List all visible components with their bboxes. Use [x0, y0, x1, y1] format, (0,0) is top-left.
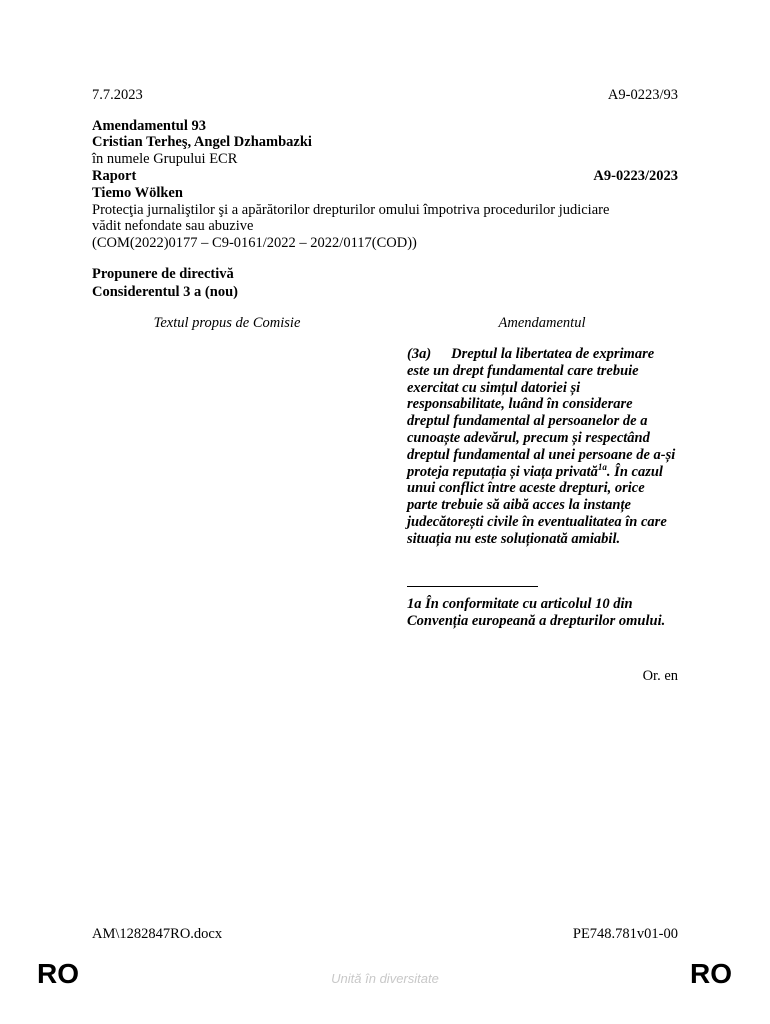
rapporteur: Tiemo Wölken [92, 185, 183, 201]
procedure-reference: (COM(2022)0177 – C9-0161/2022 – 2022/0117(COD)) [92, 235, 417, 251]
footer-row [92, 926, 678, 943]
amendment-authors: Cristian Terheş, Angel Dzhambazki [92, 134, 312, 150]
recital-reference: Considerentul 3 a (nou) [92, 284, 238, 300]
amendment-heading: Amendamentul [498, 315, 586, 331]
commission-text-heading: Textul propus de Comisie [153, 315, 301, 331]
header-row [92, 87, 678, 104]
document-reference: A9-0223/93 [607, 87, 678, 103]
language-code-left: RO [37, 958, 79, 989]
report-reference: A9-0223/2023 [593, 168, 678, 184]
subject-line-2: vădit nefondate sau abuzive [92, 218, 254, 234]
footer-filename: AM\1282847RO.docx [92, 926, 223, 942]
report-label: Raport [92, 168, 137, 184]
subject-line-1: Protecţia jurnaliştilor şi a apărătorilor drepturilor omului împotriva procedurilor judiciare [92, 202, 610, 218]
amendment-text [407, 346, 677, 548]
original-language: Or. en [642, 668, 678, 684]
footnote-text: 1a În conformitate cu articolul 10 din Convenția europeană a drepturilor omului. [407, 596, 666, 629]
language-code-right: RO [690, 958, 732, 989]
footnote-separator [407, 586, 538, 587]
amendment-body: Dreptul la libertatea de exprimare este un drept fundamental care trebuie exercitat cu simțul datoriei și responsabilitate, luând în considerare dreptul fundamental al persoanelor de a cunoaște adevărul, precum și respectând dreptul fundamental al unei persoane de a-și proteja reputația și viața privată [407, 346, 676, 480]
proposal-type: Propunere de directivă [92, 266, 234, 282]
footer-pe-number: PE748.781v01-00 [572, 926, 678, 942]
document-date: 7.7.2023 [92, 87, 143, 103]
amendment-body-continued: . În cazul unui conflict între aceste drepturi, orice parte trebuie să aibă acces la instanțe judecătorești civile în eventualitatea în care situația nu este soluționată amiabil. [407, 463, 667, 547]
political-group: în numele Grupului ECR [92, 151, 238, 167]
amendment-number: (3a) [407, 346, 432, 362]
report-row [92, 168, 678, 185]
eu-motto: Unită în diversitate [331, 971, 439, 986]
footnote-reference: 1a [597, 461, 607, 472]
amendment-title: Amendamentul 93 [92, 118, 206, 134]
